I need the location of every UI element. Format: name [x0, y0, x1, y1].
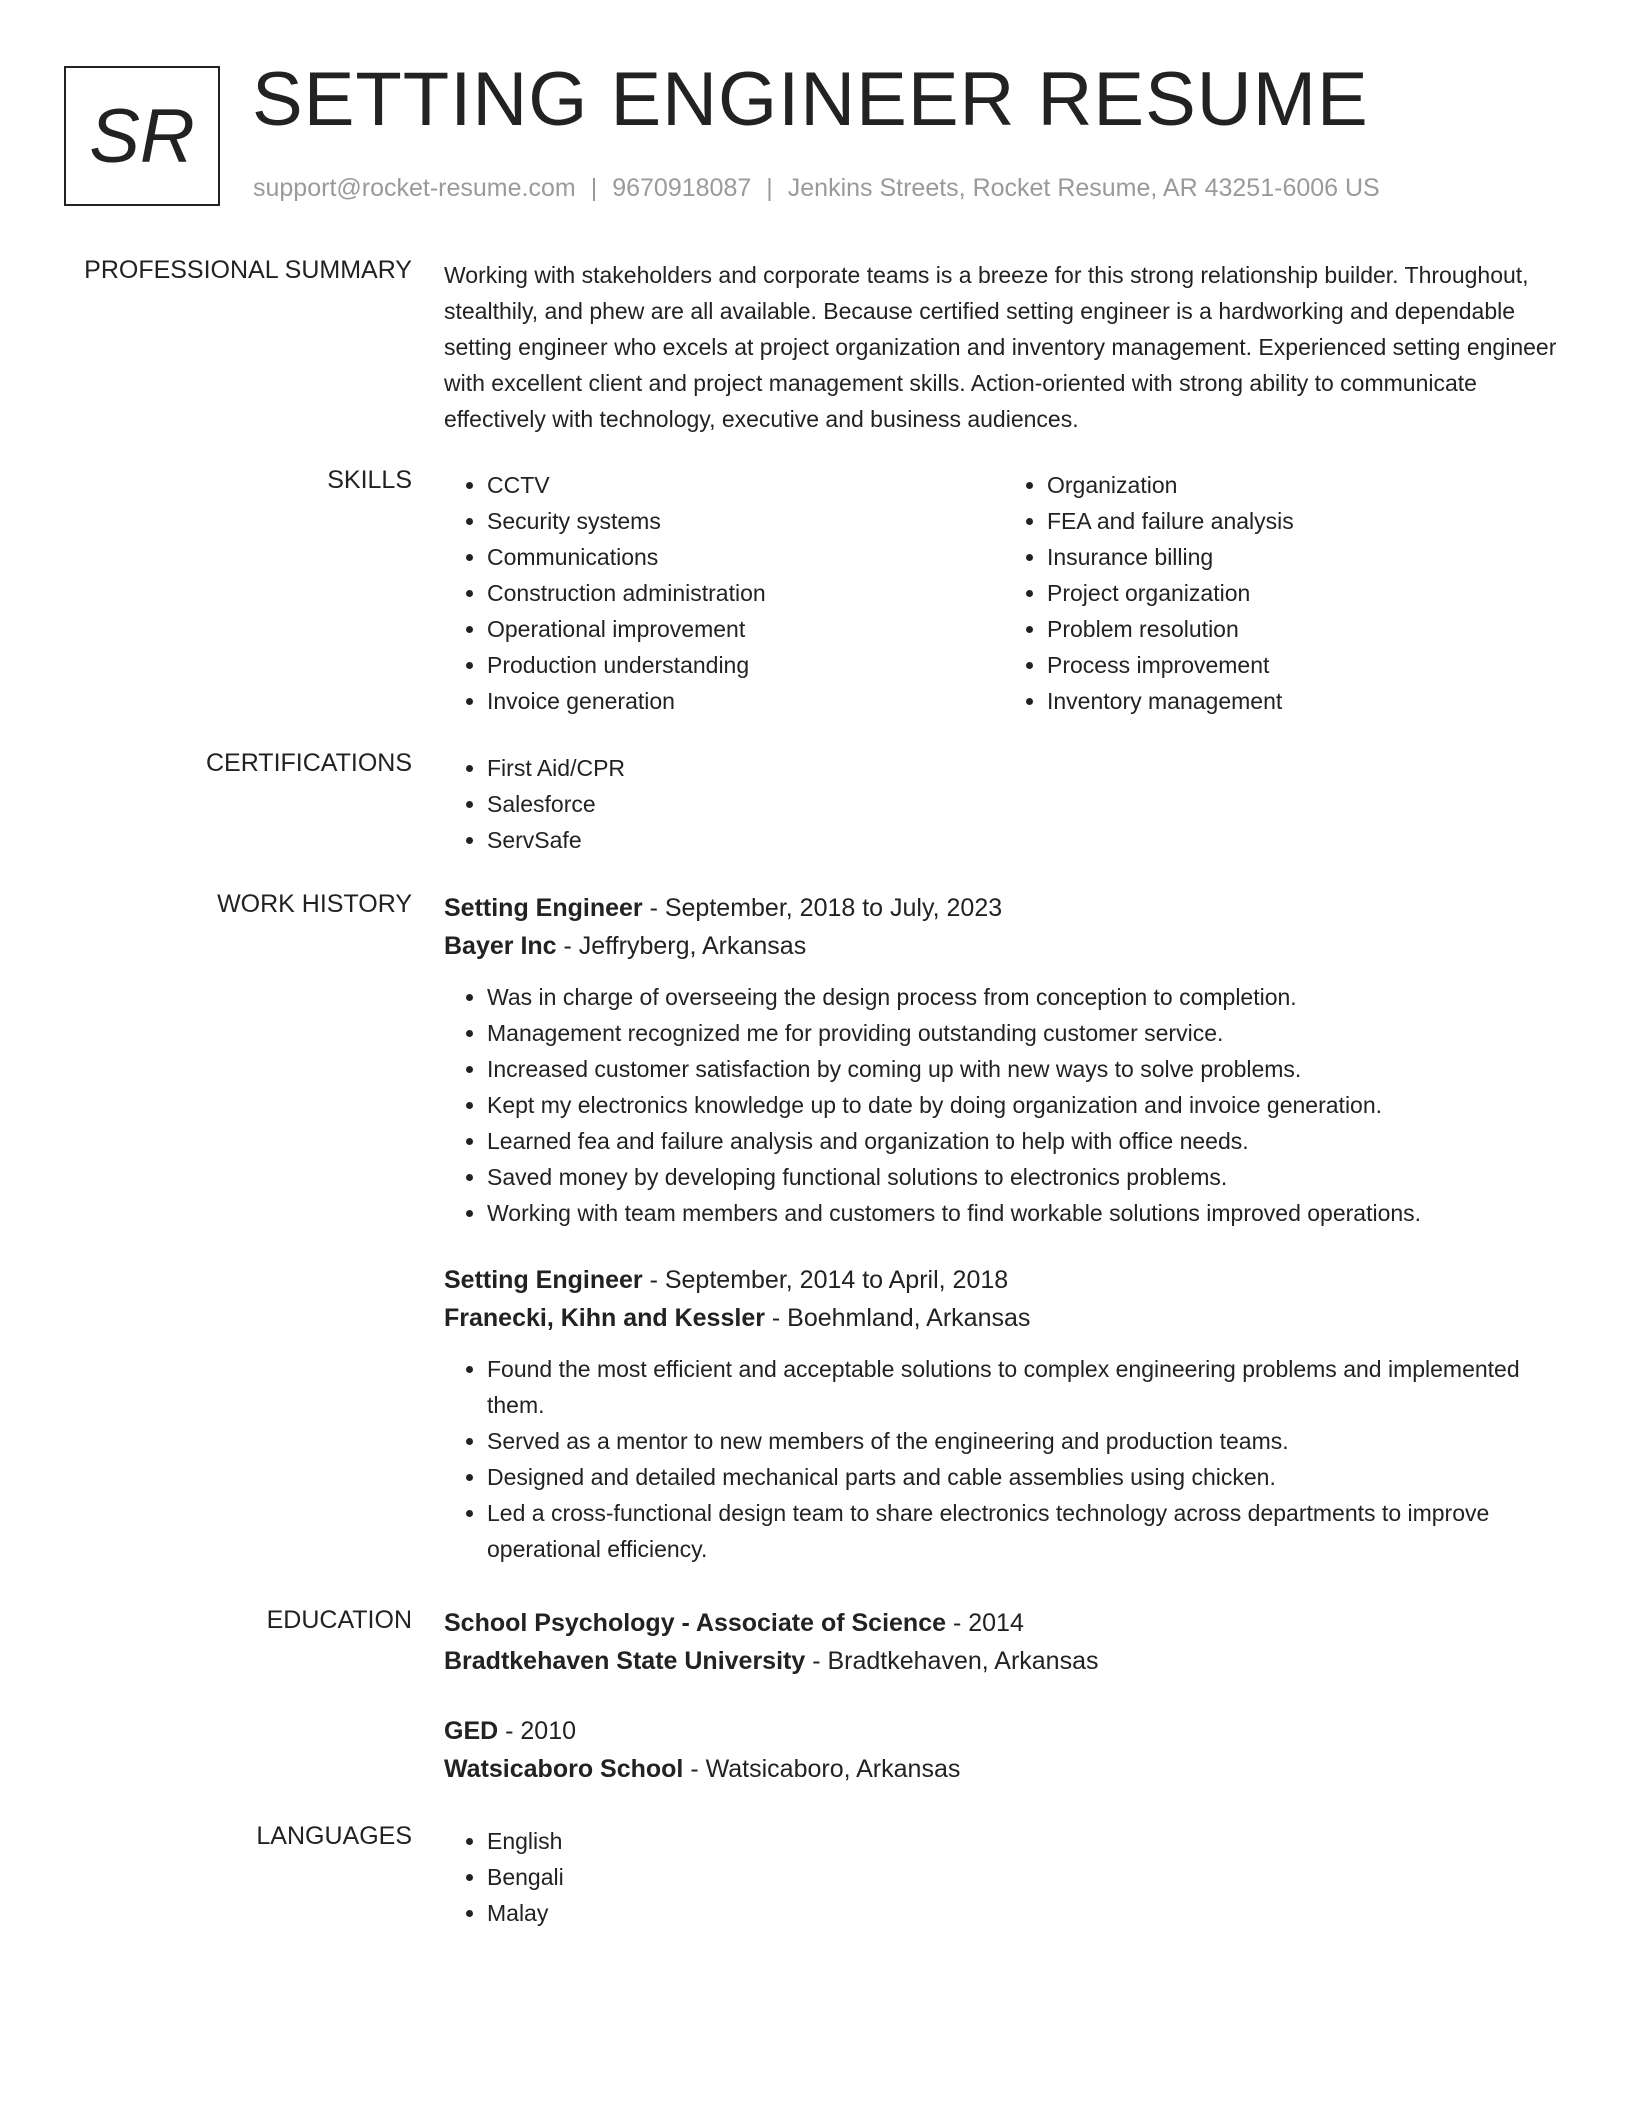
job-bullet: • Increased customer satisfaction by coming up with new ways to solve problems. [487, 1051, 1564, 1087]
skill-item: • Construction administration [487, 575, 1004, 611]
section-label-languages: LANGUAGES [256, 1822, 412, 1850]
skill-item: • FEA and failure analysis [1047, 503, 1564, 539]
job-bullets [444, 1351, 1547, 1567]
education-entry [444, 1604, 1564, 1680]
language-item: • Malay [487, 1895, 1564, 1931]
language-item: • English [487, 1823, 1564, 1859]
contact-separator: | [766, 174, 773, 202]
job-title: Setting Engineer [444, 894, 643, 922]
job-bullet: • Management recognized me for providing outstanding customer service. [487, 1015, 1564, 1051]
contact-line [253, 174, 1380, 203]
job-bullet: • Kept my electronics knowledge up to date by doing organization and invoice generation. [487, 1087, 1564, 1123]
skills-list-left [444, 467, 1004, 719]
contact-address: Jenkins Streets, Rocket Resume, AR 43251-6006 US [787, 174, 1380, 202]
job-company-line [444, 927, 1564, 965]
job-bullet: • Saved money by developing functional solutions to electronics problems. [487, 1159, 1564, 1195]
education-location: - Watsicaboro, Arkansas [683, 1755, 961, 1783]
education-year: - 2010 [498, 1717, 577, 1745]
education-degree-line [444, 1604, 1564, 1642]
resume-title: SETTING ENGINEER RESUME [252, 57, 1369, 142]
job-bullet: • Served as a mentor to new members of the engineering and production teams. [487, 1423, 1547, 1459]
skills-list-right [1004, 467, 1564, 719]
education-school-line [444, 1750, 1564, 1788]
certifications-list [444, 750, 1564, 858]
job-bullet: • Learned fea and failure analysis and organization to help with office needs. [487, 1123, 1564, 1159]
education-school-line [444, 1642, 1564, 1680]
education-school: Watsicaboro School [444, 1755, 684, 1783]
summary-content [444, 257, 1564, 437]
skill-item: • Invoice generation [487, 683, 1004, 719]
education-location: - Bradtkehaven, Arkansas [805, 1647, 1099, 1675]
section-label-summary: PROFESSIONAL SUMMARY [84, 256, 412, 284]
education-degree-line [444, 1712, 1564, 1750]
skill-item: • Process improvement [1047, 647, 1564, 683]
job-company-line [444, 1299, 1564, 1337]
work-content [444, 889, 1564, 1567]
job-bullet: • Found the most efficient and acceptable solutions to complex engineering problems and implemented them. [487, 1351, 1547, 1423]
education-school: Bradtkehaven State University [444, 1647, 806, 1675]
job-title-line [444, 1261, 1564, 1299]
skills-content [444, 467, 1564, 719]
skill-item: • Production understanding [487, 647, 1004, 683]
section-label-skills: SKILLS [327, 466, 412, 494]
summary-text: Working with stakeholders and corporate teams is a breeze for this strong relationship builder. Throughout, stealthily, and phew are all available. Because certified setting engineer is a hardworking and dependable setting engineer who excels at project organization and inventory management. Experienced setting engineer with excellent client and project management skills. Action-oriented with strong ability to communicate effectively with technology, executive and business audiences. [444, 262, 1557, 432]
job-dates: - September, 2018 to July, 2023 [642, 894, 1003, 922]
job-title: Setting Engineer [444, 1266, 643, 1294]
education-year: - 2014 [946, 1609, 1024, 1637]
education-content [444, 1604, 1564, 1788]
languages-content [444, 1823, 1564, 1931]
job-bullet: • Led a cross-functional design team to share electronics technology across departments to improve operational efficiency. [487, 1495, 1547, 1567]
job-company: Franecki, Kihn and Kessler [444, 1304, 765, 1332]
skill-item: • Communications [487, 539, 1004, 575]
job-bullets [444, 979, 1564, 1231]
skill-item: • Security systems [487, 503, 1004, 539]
contact-separator: | [590, 174, 598, 202]
skill-item: • Inventory management [1047, 683, 1564, 719]
contact-phone[interactable]: 9670918087 [612, 174, 752, 202]
job-dates: - September, 2014 to April, 2018 [642, 1266, 1009, 1294]
skill-item: • Insurance billing [1047, 539, 1564, 575]
section-label-work: WORK HISTORY [217, 890, 412, 918]
skill-item: • Problem resolution [1047, 611, 1564, 647]
certification-item: • Salesforce [487, 786, 1564, 822]
job-company: Bayer Inc [444, 932, 557, 960]
contact-email[interactable]: support@rocket-resume.com [253, 174, 576, 202]
job-title-line [444, 889, 1564, 927]
certification-item: • ServSafe [487, 822, 1564, 858]
education-degree: School Psychology - Associate of Science [444, 1609, 947, 1637]
skill-item: • Project organization [1047, 575, 1564, 611]
job-bullet: • Working with team members and customers to find workable solutions improved operations. [487, 1195, 1564, 1231]
section-label-certifications: CERTIFICATIONS [205, 749, 412, 777]
job-bullet: • Designed and detailed mechanical parts and cable assemblies using chicken. [487, 1459, 1547, 1495]
education-entry [444, 1712, 1564, 1788]
job-location: - Jeffryberg, Arkansas [556, 932, 807, 960]
job-location: - Boehmland, Arkansas [764, 1304, 1031, 1332]
section-label-education: EDUCATION [266, 1606, 412, 1634]
job-entry [444, 1261, 1564, 1567]
job-bullet: • Was in charge of overseeing the design process from conception to completion. [487, 979, 1564, 1015]
skill-item: • Organization [1047, 467, 1564, 503]
job-entry [444, 889, 1564, 1231]
skill-item: • CCTV [487, 467, 1004, 503]
education-degree: GED [444, 1717, 499, 1745]
certification-item: • First Aid/CPR [487, 750, 1564, 786]
monogram-initials: SR [89, 93, 195, 179]
skill-item: • Operational improvement [487, 611, 1004, 647]
language-item: • Bengali [487, 1859, 1564, 1895]
certifications-content [444, 750, 1564, 858]
monogram-box [64, 66, 220, 206]
languages-list [444, 1823, 1564, 1931]
